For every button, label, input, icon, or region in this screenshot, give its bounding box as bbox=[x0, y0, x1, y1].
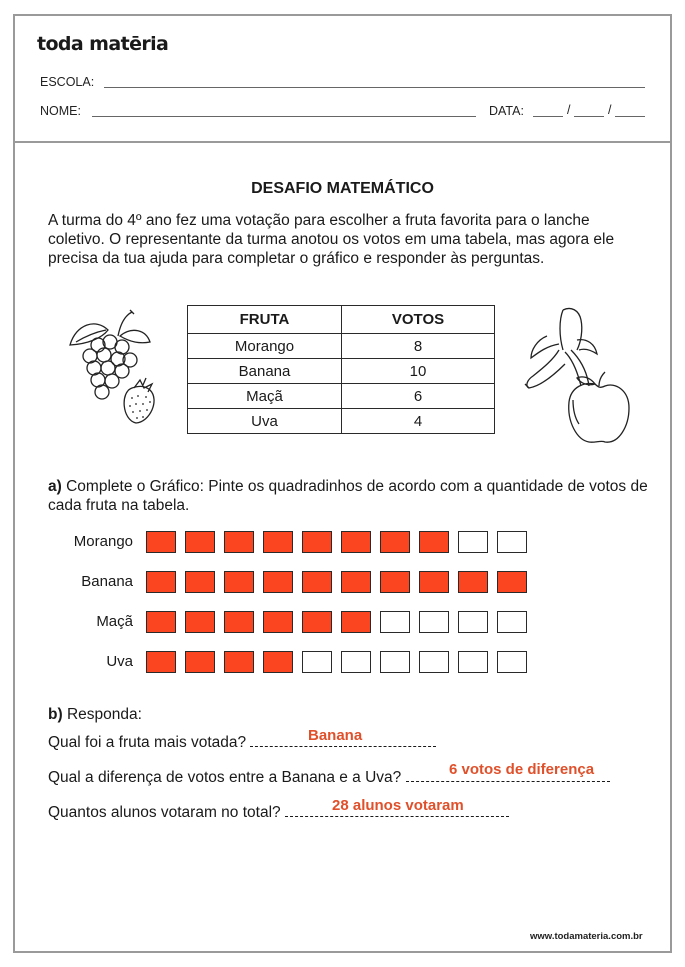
votes-cell: 8 bbox=[342, 334, 495, 359]
question-most-voted bbox=[48, 733, 436, 752]
part-a-text: Complete o Gráfico: Pinte os quadradinhos de acordo com a quantidade de votos de cada fruta na tabela. bbox=[48, 478, 648, 514]
answer-total: 28 alunos votaram bbox=[332, 797, 464, 814]
filled-vote-square[interactable] bbox=[458, 571, 488, 593]
filled-vote-square[interactable] bbox=[263, 571, 293, 593]
grapes-icon bbox=[70, 310, 150, 399]
part-b-text: Responda: bbox=[62, 706, 142, 723]
filled-vote-square[interactable] bbox=[224, 571, 254, 593]
date-label: DATA: bbox=[489, 104, 524, 118]
date-year-line[interactable] bbox=[615, 116, 645, 117]
filled-vote-square[interactable] bbox=[146, 611, 176, 633]
empty-vote-square[interactable] bbox=[380, 611, 410, 633]
intro-paragraph: A turma do 4º ano fez uma votação para escolher a fruta favorita para o lanche coletivo. O representante da turma anotou os votos em uma tabela, mas agora ele precisa da tua ajuda para completar o gráfico e responder às perguntas. bbox=[48, 212, 615, 267]
banana-icon bbox=[525, 308, 597, 388]
empty-vote-square[interactable] bbox=[419, 651, 449, 673]
question-text: Quantos alunos votaram no total? bbox=[48, 804, 281, 821]
empty-vote-square[interactable] bbox=[497, 531, 527, 553]
header-divider bbox=[13, 141, 672, 143]
column-header-fruit: FRUTA bbox=[188, 306, 342, 334]
table-row bbox=[188, 409, 495, 434]
votes-cell: 4 bbox=[342, 409, 495, 434]
filled-vote-square[interactable] bbox=[185, 531, 215, 553]
table-row bbox=[188, 359, 495, 384]
empty-vote-square[interactable] bbox=[341, 651, 371, 673]
date-month-line[interactable] bbox=[574, 116, 604, 117]
table-row bbox=[188, 384, 495, 409]
chart-row-label: Banana bbox=[81, 573, 133, 590]
chart-row-label: Maçã bbox=[96, 613, 133, 630]
part-b-instruction bbox=[48, 705, 142, 724]
filled-vote-square[interactable] bbox=[146, 651, 176, 673]
filled-vote-square[interactable] bbox=[146, 571, 176, 593]
strawberry-icon bbox=[124, 378, 154, 423]
table-header-row bbox=[188, 306, 495, 334]
fruit-cell: Banana bbox=[188, 359, 342, 384]
answer-difference: 6 votos de diferença bbox=[449, 761, 595, 778]
answer-most-voted: Banana bbox=[308, 727, 363, 744]
empty-vote-square[interactable] bbox=[302, 651, 332, 673]
votes-table bbox=[187, 305, 495, 434]
grapes-strawberry-illustration bbox=[60, 300, 175, 430]
question-text: Qual foi a fruta mais votada? bbox=[48, 734, 247, 751]
worksheet-title: DESAFIO MATEMÁTICO bbox=[251, 180, 434, 197]
filled-vote-square[interactable] bbox=[263, 531, 293, 553]
filled-vote-square[interactable] bbox=[341, 571, 371, 593]
footer-url: www.todamateria.com.br bbox=[530, 931, 643, 942]
apple-icon bbox=[569, 372, 629, 442]
empty-vote-square[interactable] bbox=[497, 651, 527, 673]
empty-vote-square[interactable] bbox=[419, 611, 449, 633]
empty-vote-square[interactable] bbox=[458, 531, 488, 553]
filled-vote-square[interactable] bbox=[185, 611, 215, 633]
chart-row-label: Uva bbox=[106, 653, 133, 670]
filled-vote-square[interactable] bbox=[263, 611, 293, 633]
banana-apple-illustration bbox=[515, 300, 635, 450]
date-separator: / bbox=[608, 103, 612, 117]
school-label: ESCOLA: bbox=[40, 75, 95, 89]
column-header-votes: VOTOS bbox=[342, 306, 495, 334]
date-separator: / bbox=[567, 103, 571, 117]
name-label: NOME: bbox=[40, 104, 81, 118]
fruit-cell: Uva bbox=[188, 409, 342, 434]
question-text: Qual a diferença de votos entre a Banana e a Uva? bbox=[48, 769, 402, 786]
filled-vote-square[interactable] bbox=[302, 531, 332, 553]
empty-vote-square[interactable] bbox=[458, 611, 488, 633]
empty-vote-square[interactable] bbox=[458, 651, 488, 673]
table-row bbox=[188, 334, 495, 359]
filled-vote-square[interactable] bbox=[224, 611, 254, 633]
part-a-instruction bbox=[48, 477, 648, 515]
filled-vote-square[interactable] bbox=[146, 531, 176, 553]
filled-vote-square[interactable] bbox=[497, 571, 527, 593]
filled-vote-square[interactable] bbox=[302, 571, 332, 593]
filled-vote-square[interactable] bbox=[224, 651, 254, 673]
date-day-line[interactable] bbox=[533, 116, 563, 117]
filled-vote-square[interactable] bbox=[263, 651, 293, 673]
brand-logo: toda matēria bbox=[37, 33, 169, 55]
part-a-marker: a) bbox=[48, 478, 62, 495]
filled-vote-square[interactable] bbox=[419, 571, 449, 593]
filled-vote-square[interactable] bbox=[419, 531, 449, 553]
part-b-marker: b) bbox=[48, 706, 63, 723]
filled-vote-square[interactable] bbox=[380, 571, 410, 593]
filled-vote-square[interactable] bbox=[341, 531, 371, 553]
fruit-cell: Maçã bbox=[188, 384, 342, 409]
fruit-cell: Morango bbox=[188, 334, 342, 359]
filled-vote-square[interactable] bbox=[224, 531, 254, 553]
votes-cell: 10 bbox=[342, 359, 495, 384]
filled-vote-square[interactable] bbox=[380, 531, 410, 553]
name-input-line[interactable] bbox=[92, 116, 476, 117]
filled-vote-square[interactable] bbox=[302, 611, 332, 633]
votes-cell: 6 bbox=[342, 384, 495, 409]
filled-vote-square[interactable] bbox=[185, 651, 215, 673]
empty-vote-square[interactable] bbox=[380, 651, 410, 673]
filled-vote-square[interactable] bbox=[341, 611, 371, 633]
filled-vote-square[interactable] bbox=[185, 571, 215, 593]
empty-vote-square[interactable] bbox=[497, 611, 527, 633]
chart-row-label: Morango bbox=[73, 533, 133, 550]
school-input-line[interactable] bbox=[104, 87, 645, 88]
